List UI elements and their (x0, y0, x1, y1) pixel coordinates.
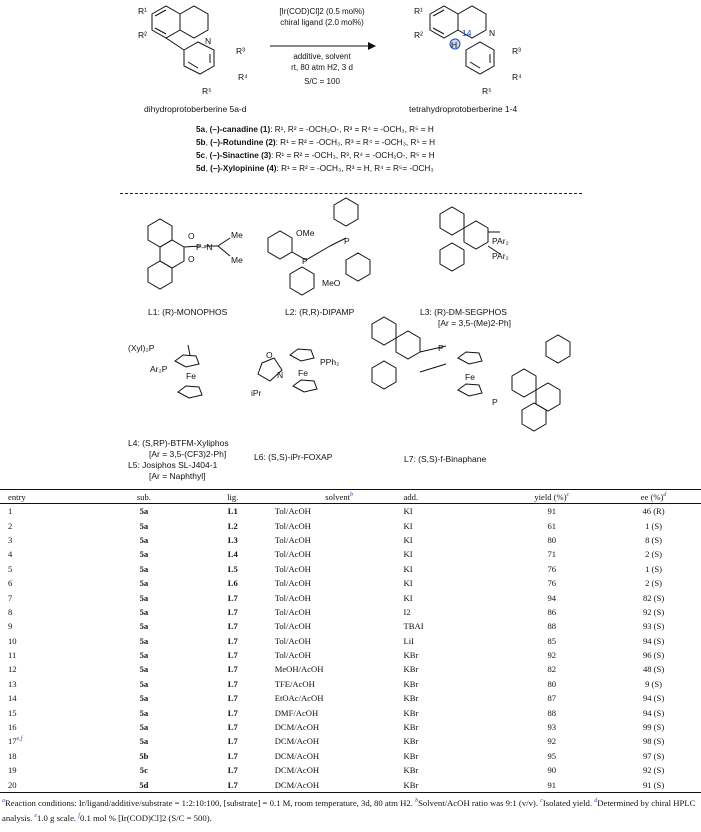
substrate-cell: 5a (139, 520, 149, 531)
additive-cell: KBr (403, 722, 419, 733)
l2-p2-label: P (344, 236, 350, 246)
table-row (0, 777, 701, 792)
entry-cell: 19 (8, 765, 17, 776)
solvent-cell: DMF/AcOH (274, 707, 319, 718)
additive-cell: KI (403, 520, 413, 531)
yield-cell: 76 (547, 578, 557, 589)
table-row (0, 605, 701, 619)
footnote-d: Determined by chiral HPLC analysis. (2, 797, 696, 823)
ligand-cell: L3 (227, 534, 238, 545)
entry-footnote-marker: e,f (16, 736, 23, 743)
ligand-l4-name: L4: (S,RP)-BTFM-Xyliphos (128, 438, 229, 448)
substrate-cell: 5a (139, 736, 149, 747)
solvent-cell: Tol/AcOH (274, 506, 311, 517)
substrate-cell: 5a (139, 678, 149, 689)
solvent-cell: MeOH/AcOH (274, 664, 324, 675)
solvent-cell: Tol/AcOH (274, 534, 311, 545)
ee-cell: 91 (S) (606, 777, 701, 792)
entry-cell: 14 (8, 693, 17, 704)
additive-cell: KBr (403, 678, 419, 689)
additive-cell: KBr (403, 750, 419, 761)
p-r5-label: R⁵ (482, 86, 492, 96)
table-row (0, 576, 701, 590)
p-r2-label: R² (414, 30, 423, 40)
yield-cell: 80 (547, 678, 557, 689)
substrate-cell: 5a (139, 549, 149, 560)
ee-cell: 94 (S) (642, 707, 665, 718)
solvent-cell: Tol/AcOH (274, 520, 311, 531)
l7-p2-label: P (492, 397, 498, 407)
entry-cell: 8 (8, 606, 13, 617)
header-ee: ee (%)$^d$ (606, 490, 701, 504)
ee-cell: 97 (S) (642, 750, 665, 761)
solvent-cell: EtOAc/AcOH (274, 693, 324, 704)
table-row (0, 619, 701, 633)
solvent-cell: DCM/AcOH (274, 750, 320, 761)
l7-p-label: P (438, 343, 444, 353)
entry-cell: 13 (8, 678, 17, 689)
yield-cell: 85 (547, 635, 557, 646)
r3-label: R³ (236, 46, 245, 56)
solvent-cell: DCM/AcOH (274, 765, 320, 776)
yield-cell: 90 (547, 765, 557, 776)
additive-cell: KI (403, 592, 413, 603)
yield-cell: 87 (547, 693, 557, 704)
additive-cell: KBr (403, 707, 419, 718)
ligand-l2-structure (268, 198, 370, 295)
ligand-cell: L7 (227, 736, 238, 747)
solvent-cell: Tol/AcOH (274, 549, 311, 560)
header-substrate: sub. (97, 490, 191, 504)
ligand-l6-name: L6: (S,S)-iPr-FOXAP (254, 452, 333, 462)
yield-cell: 91 (547, 506, 557, 517)
l4-fe-label: Fe (186, 371, 196, 381)
yield-cell: 71 (547, 549, 557, 560)
table-row (0, 691, 701, 705)
substrate-cell: 5a (139, 635, 149, 646)
substrate-cell: 5c (139, 765, 148, 776)
ligand-cell: L5 (227, 563, 238, 574)
table-row (0, 533, 701, 547)
ligand-cell: L7 (191, 777, 275, 792)
footnote-e: 1.0 g scale. (37, 812, 77, 823)
ligand-l7-name: L7: (S,S)-f-Binaphane (404, 454, 487, 464)
ee-cell: 9 (S) (645, 678, 663, 689)
table-row (0, 705, 701, 719)
yield-cell: 88 (547, 621, 557, 632)
ee-cell: 82 (S) (642, 592, 665, 603)
table-row (0, 662, 701, 676)
ee-cell: 46 (R) (642, 506, 665, 517)
ligand-cell: L7 (227, 722, 238, 733)
yield-cell: 76 (547, 563, 557, 574)
ligand-l3-name: L3: (R)-DM-SEGPHOS (420, 307, 507, 317)
yield-cell: 95 (547, 750, 557, 761)
ee-cell: 96 (S) (642, 650, 665, 661)
n-label: N (205, 36, 212, 46)
ligand-cell: L7 (227, 765, 238, 776)
table-row (0, 749, 701, 763)
ee-cell: 1 (S) (645, 563, 663, 574)
ligand-cell: L7 (227, 707, 238, 718)
table-row (0, 677, 701, 691)
substrate-list (196, 123, 435, 175)
ee-cell: 1 (S) (645, 520, 663, 531)
substrate-cell: 5a (139, 506, 149, 517)
ligand-l4-note: [Ar = 3,5-(CF3)2-Ph] (149, 449, 227, 459)
substrate-item: 5b, (–)-Rotundine (2): R¹ = R² = -OCH₃, R³ = R⁴ = -OCH₃, R⁵ = H (196, 138, 436, 147)
l2-meo-label: MeO (322, 278, 341, 288)
entry-cell: 6 (8, 578, 13, 589)
entry-cell: 11 (8, 650, 17, 661)
table-header-row (0, 490, 701, 504)
reactant-label: dihydroprotoberberine 5a-d (144, 104, 247, 114)
substrate-cell: 5a (139, 606, 149, 617)
ligand-cell: L1 (227, 506, 238, 517)
ligand-cell: L7 (227, 606, 238, 617)
footnote-f: 0.1 mol % [Ir(COD)Cl]2 (S/C = 500). (79, 812, 212, 823)
l3-par-label: PAr₂ (492, 236, 509, 246)
table-row (0, 648, 701, 662)
yield-cell: 91 (497, 777, 606, 792)
header-additive: add. (404, 490, 498, 504)
additive-cell: KBr (403, 693, 419, 704)
r1-label: R¹ (138, 6, 147, 16)
yield-cell: 93 (547, 722, 557, 733)
additive-cell: KI (403, 534, 413, 545)
yield-cell: 82 (547, 664, 557, 675)
p-r4-label: R⁴ (512, 72, 522, 82)
ligand-cell: L7 (227, 750, 238, 761)
entry-cell: 2 (8, 520, 13, 531)
ligand-l2-name: L2: (R,R)-DIPAMP (285, 307, 355, 317)
table-row (0, 562, 701, 576)
product-label: tetrahydroprotoberberine 1-4 (409, 104, 518, 114)
substrate-item: 5c, (–)-Sinactine (3): R¹ = R² = -OCH₃, R³, R⁴ = -OCH₂O-, R⁵ = H (196, 151, 435, 160)
substrate-cell: 5a (139, 664, 149, 675)
substrate-cell: 5d (97, 777, 191, 792)
l4-ar-label: Ar₂P (150, 364, 168, 374)
ee-cell: 92 (S) (642, 606, 665, 617)
solvent-cell: Tol/AcOH (274, 635, 311, 646)
entry-cell: 4 (8, 549, 13, 560)
ee-cell: 94 (S) (642, 635, 665, 646)
substrate-cell: 5a (139, 592, 149, 603)
l1-me2-label: Me (231, 255, 243, 265)
substrate-cell: 5a (139, 534, 149, 545)
substrate-cell: 5a (139, 693, 149, 704)
ligand-l5-note: [Ar = Naphthyl] (149, 471, 206, 481)
yield-cell: 92 (547, 650, 557, 661)
ee-cell: 99 (S) (642, 722, 665, 733)
ligand-cell: L7 (227, 650, 238, 661)
condition-sc: S/C = 100 (304, 77, 340, 86)
header-entry: entry (0, 490, 97, 504)
yield-cell: 88 (547, 707, 557, 718)
header-ligand: lig. (191, 490, 275, 504)
ligand-l5-name: L5: Josiphos SL-J404-1 (128, 460, 218, 470)
table-row (0, 634, 701, 648)
ligand-cell: L6 (227, 578, 238, 589)
ligand-cell: L7 (227, 635, 238, 646)
additive-cell: TBAI (403, 621, 424, 632)
l1-p-label: P–N (196, 242, 213, 252)
p-r3-label: R³ (512, 46, 521, 56)
table-row (0, 590, 701, 604)
ee-cell: 93 (S) (642, 621, 665, 632)
l2-p-label: P (302, 256, 308, 266)
condition-additive: additive, solvent (293, 52, 351, 61)
additive-cell: KBr (404, 777, 498, 792)
h-label: H (451, 40, 458, 50)
ligand-l3-note: [Ar = 3,5-(Me)2-Ph] (438, 318, 511, 328)
c14-label: 14 (462, 28, 472, 38)
solvent-cell: Tol/AcOH (274, 578, 311, 589)
solvent-cell: DCM/AcOH (274, 736, 320, 747)
substrate-item: 5d, (–)-Xylopinine (4): R¹ = R² = -OCH₃, R³ = H, R⁴ = R⁵= -OCH₃ (196, 164, 434, 173)
l3-par2-label: PAr₂ (492, 251, 509, 261)
footnotes: $^a$Reaction conditions: Ir/ligand/additive/substrate = 1:2:10:100, [substrate] = 0.1 M, room temperature, 3d, 80 atm H2. $^b$Solvent/AcOH ratio was 9:1 (v/v). $^c$Isolated yield. $^d$Determined by chiral HPLC analysis. $^e$1.0 g scale. $^f$0.1 mol % [Ir(COD)Cl]2 (S/C = 500). (2, 797, 696, 823)
l6-o-label: O (266, 350, 273, 360)
ligand-cell: L4 (227, 549, 238, 560)
solvent-cell: DCM/AcOH (275, 777, 404, 792)
ee-cell: 8 (S) (645, 534, 663, 545)
footnote-a: Reaction conditions: Ir/ligand/additive/substrate = 1:2:10:100, [substrate] = 0.1 M, room temperature, 3d, 80 atm H2. (5, 797, 413, 808)
ligand-cell: L2 (227, 520, 238, 531)
additive-cell: KBr (403, 650, 419, 661)
additive-cell: KI (403, 578, 413, 589)
entry-cell: 3 (8, 534, 13, 545)
ligand-cell: L7 (227, 678, 238, 689)
entry-cell: 1 (8, 506, 13, 517)
yield-cell: 94 (547, 592, 557, 603)
footnote-c: Isolated yield. (542, 797, 593, 808)
r5-label: R⁵ (202, 86, 212, 96)
entry-cell: 7 (8, 592, 13, 603)
l1-me-label: Me (231, 230, 243, 240)
ligand-l3-structure (440, 207, 500, 271)
entry-cell: 9 (8, 621, 13, 632)
footnote-b: Solvent/AcOH ratio was 9:1 (v/v). (418, 797, 538, 808)
additive-cell: I2 (403, 606, 411, 617)
entry-cell: 20 (0, 777, 97, 792)
divider (120, 193, 582, 194)
header-yield: yield (%)$^c$ (497, 490, 606, 504)
ee-cell: 94 (S) (642, 693, 665, 704)
additive-cell: KBr (403, 664, 419, 675)
results-table (0, 489, 701, 793)
product-structure (430, 6, 494, 74)
l6-pph-label: PPh₂ (320, 357, 340, 367)
ligand-cell: L7 (227, 664, 238, 675)
ee-cell: 92 (S) (642, 765, 665, 776)
additive-cell: KBr (403, 765, 419, 776)
yield-cell: 61 (547, 520, 557, 531)
table-row (0, 504, 701, 519)
yield-cell: 92 (547, 736, 557, 747)
ligand-cell: L7 (227, 621, 238, 632)
condition-temp: rt, 80 atm H2, 3 d (291, 63, 353, 72)
l2-ome-label: OMe (296, 228, 315, 238)
solvent-cell: Tol/AcOH (274, 650, 311, 661)
table-row (0, 734, 701, 748)
ligand-cell: L7 (227, 592, 238, 603)
l6-ipr-label: iPr (251, 388, 262, 398)
r2-label: R² (138, 30, 147, 40)
table-row (0, 518, 701, 532)
ligand-cell: L7 (227, 693, 238, 704)
solvent-cell: Tol/AcOH (274, 592, 311, 603)
ee-cell: 48 (S) (642, 664, 665, 675)
entry-cell: 15 (8, 707, 17, 718)
additive-cell: KI (403, 563, 413, 574)
substrate-cell: 5b (139, 750, 149, 761)
entry-cell: 16 (8, 722, 17, 733)
l6-fe-label: Fe (298, 368, 308, 378)
additive-cell: KBr (403, 736, 419, 747)
condition-ligand: chiral ligand (2.0 mol%) (280, 18, 364, 27)
l6-n-label: N (277, 370, 284, 380)
l1-o2-label: O (188, 254, 195, 264)
solvent-cell: Tol/AcOH (274, 621, 311, 632)
entry-cell: 5 (8, 563, 13, 574)
entry-cell: 17$^{e,f}$ (8, 736, 23, 747)
condition-catalyst: [Ir(COD)Cl]2 (0.5 mol%) (279, 7, 365, 16)
solvent-cell: TFE/AcOH (274, 678, 315, 689)
r4-label: R⁴ (238, 72, 248, 82)
entry-cell: 12 (8, 664, 17, 675)
l7-fe-label: Fe (465, 372, 475, 382)
ee-cell: 2 (S) (645, 549, 663, 560)
table-row (0, 720, 701, 734)
entry-cell: 10 (8, 635, 17, 646)
ee-cell: 98 (S) (642, 736, 665, 747)
solvent-cell: DCM/AcOH (274, 722, 320, 733)
substrate-cell: 5a (139, 578, 149, 589)
substrate-cell: 5a (139, 707, 149, 718)
additive-cell: LiI (403, 635, 415, 646)
additive-cell: KI (403, 549, 413, 560)
ee-cell: 2 (S) (645, 578, 663, 589)
p-n-label: N (489, 28, 496, 38)
table-row (0, 763, 701, 777)
entry-cell: 18 (8, 750, 17, 761)
solvent-cell: Tol/AcOH (274, 606, 311, 617)
l4-xyl-label: (Xyl)₂P (128, 343, 155, 353)
substrate-item: 5a, (–)-canadine (1): R¹, R² = -OCH₂O-, R³ = R⁴ = -OCH₃, R⁵ = H (196, 125, 434, 134)
header-solvent: solvent$^b$ (275, 490, 404, 504)
substrate-cell: 5a (139, 722, 149, 733)
l1-o-label: O (188, 231, 195, 241)
additive-cell: KI (403, 506, 413, 517)
substrate-cell: 5a (139, 563, 149, 574)
substrate-cell: 5a (139, 621, 149, 632)
p-r1-label: R¹ (414, 6, 423, 16)
ligand-l1-name: L1: (R)-MONOPHOS (148, 307, 228, 317)
substrate-cell: 5a (139, 650, 149, 661)
yield-cell: 80 (547, 534, 557, 545)
table-row (0, 547, 701, 561)
solvent-cell: Tol/AcOH (274, 563, 311, 574)
yield-cell: 86 (547, 606, 557, 617)
